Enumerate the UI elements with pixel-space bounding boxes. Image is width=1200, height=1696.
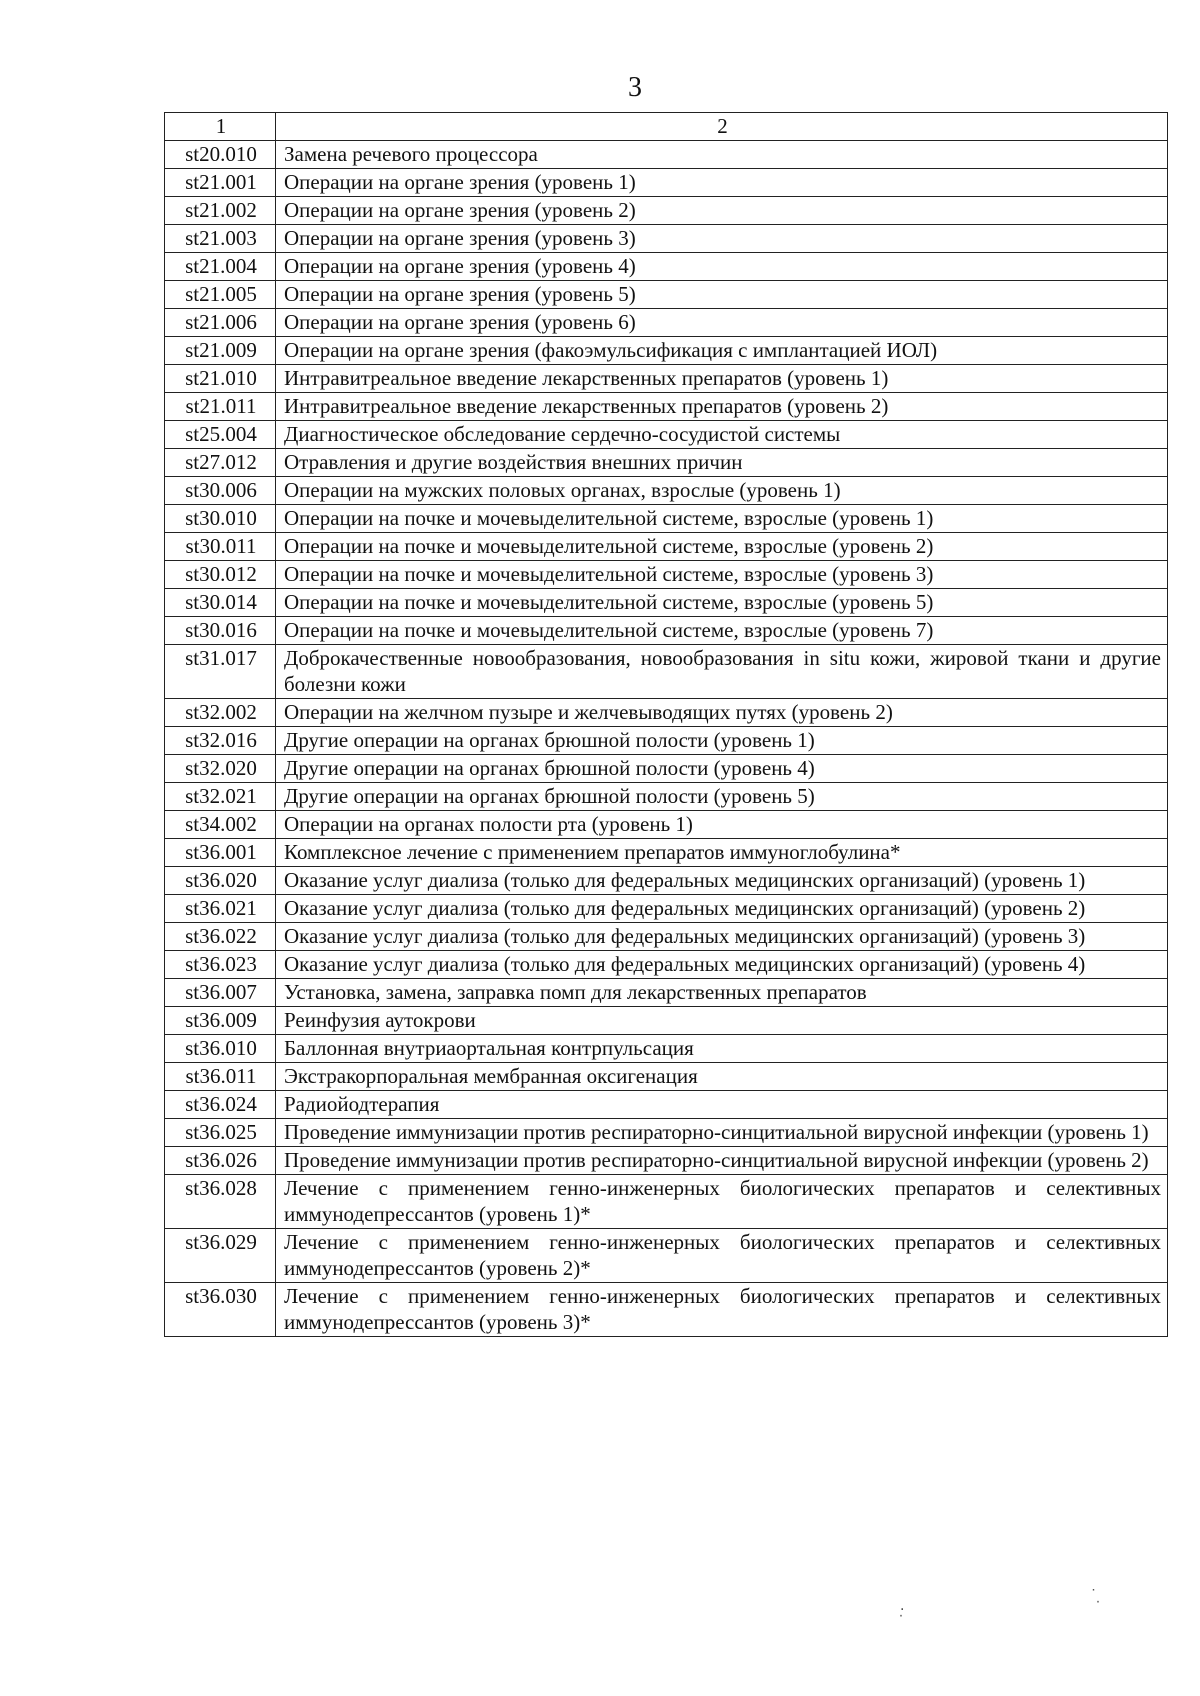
row-code: st34.002 bbox=[165, 811, 276, 839]
row-description: Отравления и другие воздействия внешних причин bbox=[276, 449, 1168, 477]
row-description: Проведение иммунизации против респираторно-синцитиальной вирусной инфекции (уровень 1) bbox=[276, 1119, 1168, 1147]
row-description: Операции на почке и мочевыделительной системе, взрослые (уровень 3) bbox=[276, 561, 1168, 589]
page-number: 3 bbox=[628, 72, 642, 103]
row-code: st30.010 bbox=[165, 505, 276, 533]
row-description: Другие операции на органах брюшной полости (уровень 1) bbox=[276, 727, 1168, 755]
table-row bbox=[165, 811, 1168, 839]
row-code: st32.016 bbox=[165, 727, 276, 755]
table-row bbox=[165, 169, 1168, 197]
row-code: st36.020 bbox=[165, 867, 276, 895]
table-header bbox=[165, 113, 1168, 141]
row-description: Установка, замена, заправка помп для лекарственных препаратов bbox=[276, 979, 1168, 1007]
row-description: Другие операции на органах брюшной полости (уровень 5) bbox=[276, 783, 1168, 811]
row-description: Проведение иммунизации против респираторно-синцитиальной вирусной инфекции (уровень 2) bbox=[276, 1147, 1168, 1175]
row-code: st30.006 bbox=[165, 477, 276, 505]
row-description: Экстракорпоральная мембранная оксигенация bbox=[276, 1063, 1168, 1091]
row-description: Операции на почке и мочевыделительной системе, взрослые (уровень 2) bbox=[276, 533, 1168, 561]
row-code: st36.025 bbox=[165, 1119, 276, 1147]
row-code: st36.026 bbox=[165, 1147, 276, 1175]
table-row bbox=[165, 1147, 1168, 1175]
row-code: st36.024 bbox=[165, 1091, 276, 1119]
scan-speck: ·̣ bbox=[900, 1602, 905, 1618]
table-row bbox=[165, 197, 1168, 225]
row-code: st20.010 bbox=[165, 141, 276, 169]
table-row bbox=[165, 1119, 1168, 1147]
table-row bbox=[165, 1035, 1168, 1063]
row-code: st21.006 bbox=[165, 309, 276, 337]
row-code: st36.009 bbox=[165, 1007, 276, 1035]
row-code: st36.022 bbox=[165, 923, 276, 951]
row-code: st36.029 bbox=[165, 1229, 276, 1283]
row-description: Реинфузия аутокрови bbox=[276, 1007, 1168, 1035]
table-row bbox=[165, 561, 1168, 589]
table-row bbox=[165, 225, 1168, 253]
table-row bbox=[165, 505, 1168, 533]
row-description: Операции на органе зрения (уровень 6) bbox=[276, 309, 1168, 337]
row-description: Замена речевого процессора bbox=[276, 141, 1168, 169]
table-row bbox=[165, 1175, 1168, 1229]
row-code: st21.001 bbox=[165, 169, 276, 197]
row-description: Операции на органе зрения (уровень 3) bbox=[276, 225, 1168, 253]
table-row bbox=[165, 281, 1168, 309]
row-description: Интравитреальное введение лекарственных препаратов (уровень 1) bbox=[276, 365, 1168, 393]
row-description: Операции на почке и мочевыделительной системе, взрослые (уровень 5) bbox=[276, 589, 1168, 617]
table-row bbox=[165, 1283, 1168, 1337]
row-description: Операции на почке и мочевыделительной системе, взрослые (уровень 7) bbox=[276, 617, 1168, 645]
row-description: Операции на органе зрения (уровень 2) bbox=[276, 197, 1168, 225]
row-description: Оказание услуг диализа (только для федеральных медицинских организаций) (уровень 1) bbox=[276, 867, 1168, 895]
row-code: st25.004 bbox=[165, 421, 276, 449]
row-description: Комплексное лечение с применением препаратов иммуноглобулина* bbox=[276, 839, 1168, 867]
table-row bbox=[165, 923, 1168, 951]
table-row bbox=[165, 141, 1168, 169]
row-code: st21.010 bbox=[165, 365, 276, 393]
row-description: Лечение с применением генно-инженерных биологических препаратов и селективных иммунодепрессантов (уровень 1)* bbox=[276, 1175, 1168, 1229]
table-row bbox=[165, 617, 1168, 645]
row-code: st36.011 bbox=[165, 1063, 276, 1091]
column-header-code: 1 bbox=[165, 113, 276, 141]
row-description: Интравитреальное введение лекарственных препаратов (уровень 2) bbox=[276, 393, 1168, 421]
table-row bbox=[165, 1063, 1168, 1091]
row-code: st32.021 bbox=[165, 783, 276, 811]
row-code: st30.011 bbox=[165, 533, 276, 561]
row-description: Доброкачественные новообразования, новообразования in situ кожи, жировой ткани и другие болезни кожи bbox=[276, 645, 1168, 699]
row-description: Операции на желчном пузыре и желчевыводящих путях (уровень 2) bbox=[276, 699, 1168, 727]
row-code: st21.004 bbox=[165, 253, 276, 281]
row-description: Операции на почке и мочевыделительной системе, взрослые (уровень 1) bbox=[276, 505, 1168, 533]
table-row bbox=[165, 951, 1168, 979]
row-code: st21.005 bbox=[165, 281, 276, 309]
row-description: Другие операции на органах брюшной полости (уровень 4) bbox=[276, 755, 1168, 783]
row-code: st36.030 bbox=[165, 1283, 276, 1337]
row-code: st36.001 bbox=[165, 839, 276, 867]
table-row bbox=[165, 337, 1168, 365]
row-code: st30.012 bbox=[165, 561, 276, 589]
table-row bbox=[165, 839, 1168, 867]
row-code: st21.011 bbox=[165, 393, 276, 421]
scan-speck: ˙ ̣ bbox=[1090, 1588, 1102, 1604]
table-row bbox=[165, 589, 1168, 617]
row-code: st36.010 bbox=[165, 1035, 276, 1063]
table-row bbox=[165, 393, 1168, 421]
table-body bbox=[165, 141, 1168, 1337]
row-code: st36.023 bbox=[165, 951, 276, 979]
column-header-description: 2 bbox=[276, 113, 1168, 141]
row-code: st27.012 bbox=[165, 449, 276, 477]
code-table bbox=[164, 112, 1168, 1337]
row-description: Лечение с применением генно-инженерных биологических препаратов и селективных иммунодепрессантов (уровень 2)* bbox=[276, 1229, 1168, 1283]
row-description: Радиойодтерапия bbox=[276, 1091, 1168, 1119]
row-code: st31.017 bbox=[165, 645, 276, 699]
table-row bbox=[165, 1229, 1168, 1283]
row-code: st21.002 bbox=[165, 197, 276, 225]
row-description: Лечение с применением генно-инженерных биологических препаратов и селективных иммунодепрессантов (уровень 3)* bbox=[276, 1283, 1168, 1337]
row-code: st30.016 bbox=[165, 617, 276, 645]
table-row bbox=[165, 727, 1168, 755]
table-row bbox=[165, 309, 1168, 337]
row-description: Операции на органе зрения (уровень 4) bbox=[276, 253, 1168, 281]
table-row bbox=[165, 421, 1168, 449]
table-row bbox=[165, 895, 1168, 923]
table-row bbox=[165, 1007, 1168, 1035]
table-row bbox=[165, 783, 1168, 811]
row-description: Оказание услуг диализа (только для федеральных медицинских организаций) (уровень 3) bbox=[276, 923, 1168, 951]
header-row bbox=[165, 113, 1168, 141]
row-description: Операции на органе зрения (уровень 1) bbox=[276, 169, 1168, 197]
table-row bbox=[165, 533, 1168, 561]
row-code: st32.002 bbox=[165, 699, 276, 727]
row-code: st36.021 bbox=[165, 895, 276, 923]
table-row bbox=[165, 755, 1168, 783]
row-description: Операции на органах полости рта (уровень 1) bbox=[276, 811, 1168, 839]
table-row bbox=[165, 867, 1168, 895]
row-code: st21.003 bbox=[165, 225, 276, 253]
row-description: Баллонная внутриаортальная контрпульсация bbox=[276, 1035, 1168, 1063]
row-code: st36.028 bbox=[165, 1175, 276, 1229]
row-code: st36.007 bbox=[165, 979, 276, 1007]
table-row bbox=[165, 1091, 1168, 1119]
table-row bbox=[165, 449, 1168, 477]
table-row bbox=[165, 699, 1168, 727]
row-code: st32.020 bbox=[165, 755, 276, 783]
table-row bbox=[165, 477, 1168, 505]
row-description: Операции на органе зрения (уровень 5) bbox=[276, 281, 1168, 309]
row-code: st30.014 bbox=[165, 589, 276, 617]
row-description: Оказание услуг диализа (только для федеральных медицинских организаций) (уровень 2) bbox=[276, 895, 1168, 923]
row-description: Оказание услуг диализа (только для федеральных медицинских организаций) (уровень 4) bbox=[276, 951, 1168, 979]
row-description: Операции на мужских половых органах, взрослые (уровень 1) bbox=[276, 477, 1168, 505]
table-row bbox=[165, 253, 1168, 281]
table-row bbox=[165, 365, 1168, 393]
table-row bbox=[165, 979, 1168, 1007]
row-description: Операции на органе зрения (факоэмульсификация с имплантацией ИОЛ) bbox=[276, 337, 1168, 365]
row-description: Диагностическое обследование сердечно-сосудистой системы bbox=[276, 421, 1168, 449]
table-row bbox=[165, 645, 1168, 699]
row-code: st21.009 bbox=[165, 337, 276, 365]
